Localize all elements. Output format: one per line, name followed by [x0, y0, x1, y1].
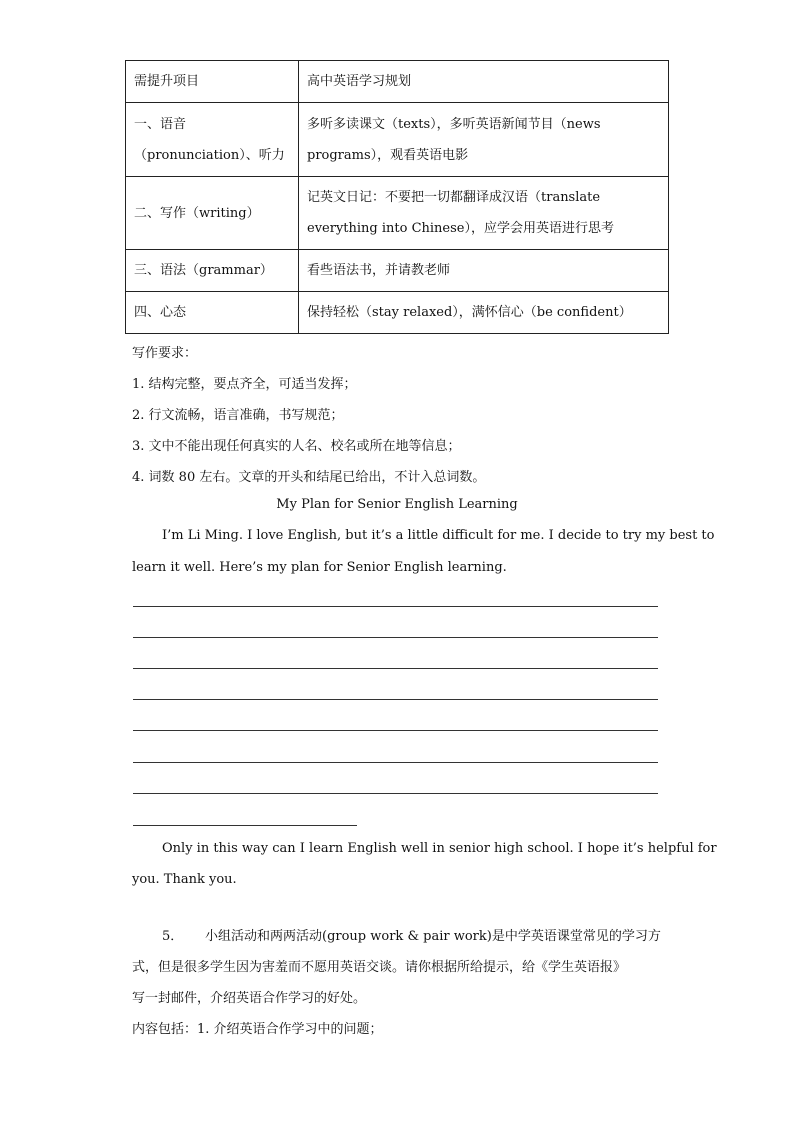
table-cell-plan: 高中英语学习规划 — [299, 61, 669, 103]
table-cell-item: 一、语音（pronunciation）、听力 — [126, 103, 299, 177]
essay-title: My Plan for Senior English Learning — [276, 497, 518, 512]
table-cell-plan: 记英文日记：不要把一切都翻译成汉语（translate everything into Chinese），应学会用英语进行思考 — [299, 177, 669, 250]
question-text: 式，但是很多学生因为害羞而不愿用英语交谈。请你根据所给提示，给《学生英语报》 — [132, 960, 627, 975]
table-cell-item: 四、心态 — [126, 292, 299, 334]
table-cell-item: 需提升项目 — [126, 61, 299, 103]
table-row — [126, 103, 669, 177]
question-text: 写一封邮件，介绍英语合作学习的好处。 — [132, 991, 367, 1006]
answer-line[interactable] — [133, 825, 357, 826]
table-row — [126, 177, 669, 250]
question-content-line: 内容包括：1. 介绍英语合作学习中的问题； — [132, 1022, 383, 1037]
table-row — [126, 250, 669, 292]
table-cell-item: 三、语法（grammar） — [126, 250, 299, 292]
requirement-item: 4. 词数 80 左右。文章的开头和结尾已给出，不计入总词数。 — [132, 470, 486, 485]
essay-opening-line: learn it well. Here’s my plan for Senior English learning. — [132, 560, 507, 575]
answer-line[interactable] — [133, 637, 658, 638]
study-plan-table — [125, 60, 669, 334]
table-cell-item: 二、写作（writing） — [126, 177, 299, 250]
answer-line[interactable] — [133, 793, 658, 794]
answer-line[interactable] — [133, 606, 658, 607]
table-row — [126, 61, 669, 103]
table-cell-plan: 看些语法书，并请教老师 — [299, 250, 669, 292]
answer-line[interactable] — [133, 762, 658, 763]
essay-closing-line: Only in this way can I learn English well in senior high school. I hope it’s helpful for — [162, 841, 717, 856]
requirements-heading: 写作要求： — [132, 346, 198, 361]
question-number: 5． — [162, 929, 184, 944]
answer-line[interactable] — [133, 730, 658, 731]
table-row — [126, 292, 669, 334]
answer-line[interactable] — [133, 668, 658, 669]
requirement-item: 2. 行文流畅，语言准确，书写规范； — [132, 408, 344, 423]
answer-line[interactable] — [133, 699, 658, 700]
essay-closing-line: you. Thank you. — [132, 872, 237, 887]
requirement-item: 1. 结构完整，要点齐全，可适当发挥； — [132, 377, 357, 392]
requirement-item: 3. 文中不能出现任何真实的人名、校名或所在地等信息； — [132, 439, 461, 454]
table-cell-plan: 保持轻松（stay relaxed），满怀信心（be confident） — [299, 292, 669, 334]
question-text: 小组活动和两两活动(group work & pair work)是中学英语课堂常见的学习方 — [205, 929, 661, 944]
table-cell-plan: 多听多读课文（texts），多听英语新闻节目（news programs），观看英语电影 — [299, 103, 669, 177]
essay-opening-line: I’m Li Ming. I love English, but it’s a little difficult for me. I decide to try my best to — [162, 528, 715, 543]
